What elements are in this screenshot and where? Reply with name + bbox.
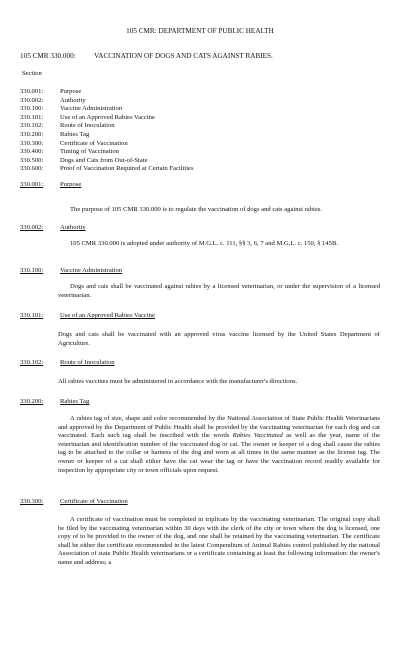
section-title: Route of Inoculation bbox=[60, 359, 115, 366]
section-heading-purpose bbox=[20, 181, 81, 190]
toc-item-label: Dogs and Cats from Out-of-State bbox=[60, 156, 148, 164]
toc-item-label: Purpose bbox=[60, 88, 82, 95]
toc-item-label: Proof of Vaccination Required at Certain Facilities bbox=[60, 165, 194, 173]
toc-item-number: 330.002: bbox=[20, 96, 44, 104]
toc-item bbox=[20, 105, 194, 114]
rabies-tag-paragraph bbox=[58, 415, 380, 475]
toc-item-label: Vaccine Administration bbox=[60, 105, 123, 113]
section-title: Use of an Approved Rabies Vaccine bbox=[60, 312, 155, 319]
toc-item-number: 330.300: bbox=[20, 139, 44, 147]
route-of-inoculation-paragraph: All rabies vaccines must be administered in accordance with the manufacturer's directions. bbox=[58, 378, 298, 385]
toc-item bbox=[20, 157, 194, 166]
section-number: 330.100: bbox=[20, 267, 44, 274]
section-title: Vaccine Administration bbox=[60, 267, 123, 274]
regulation-title-text: VACCINATION OF DOGS AND CATS AGAINST RABIES. bbox=[94, 52, 273, 60]
section-heading-vaccine-administration bbox=[20, 267, 122, 276]
toc-item-label: Use of an Approved Rabies Vaccine bbox=[60, 113, 155, 121]
toc-item bbox=[20, 140, 194, 149]
certificate-paragraph: A certificate of vaccination must be completed in triplicate by the vaccinating veterinarian. The original copy shall be filed by the vaccinating veterinarian within 30 days with the clerk of the city or town where the dog is licensed, one copy of to be provided to the owner of the dog, and one shall be retained by the vaccinating veterinarian. The certificate shall be either the certificate recommended in the latest Compendium of Animal Rabies control published by the national Association of state Public Health veterinarians or a certificate containing at least the following information: the owner's name and address; a bbox=[58, 516, 380, 566]
authority-paragraph: 105 CMR 330.000 is adopted under authority of M.G.L. c. 111, §§ 3, 6, 7 and M.G.L. c. 150, § 145B. bbox=[70, 240, 338, 247]
rabies-tag-text-part-2: as well as the year, name of the veterinarian and identification number of the vaccinated dog or cat. The owner or keeper of a dog shall cause the rabies tag to be attached to the collar or harness of the dog and worn at all times in the same manner as the license tag. The owner or keeper of a cat shall either have the cat wear the tag or have the vaccination record readily available for inspection by appropriate city or town officials upon request. bbox=[58, 432, 380, 474]
toc-item-number: 330.001: bbox=[20, 88, 44, 95]
section-heading-authority bbox=[20, 224, 86, 233]
toc-item bbox=[20, 165, 194, 174]
toc-item-label: Authority bbox=[60, 96, 86, 104]
toc-item-label: Route of Inoculation bbox=[60, 122, 115, 130]
toc-item bbox=[20, 97, 194, 106]
rabies-tag-inscription: Rabies Vaccinated bbox=[232, 432, 283, 440]
toc-item-number: 330.200: bbox=[20, 130, 44, 138]
section-title: Rabies Tag bbox=[60, 398, 90, 405]
toc-item-number: 330.101: bbox=[20, 113, 44, 121]
section-heading-certificate bbox=[20, 498, 128, 507]
section-title: Purpose bbox=[60, 181, 82, 188]
section-number: 330.101: bbox=[20, 312, 44, 319]
toc-item bbox=[20, 131, 194, 140]
section-number: 330.001: bbox=[20, 181, 44, 188]
toc-item-number: 330.400: bbox=[20, 148, 44, 156]
section-heading-route-of-inoculation bbox=[20, 359, 115, 368]
section-title: Certificate of Vaccination bbox=[60, 498, 128, 505]
toc-item-number: 330.600: bbox=[20, 165, 44, 173]
page-header: 105 CMR: DEPARTMENT OF PUBLIC HEALTH bbox=[126, 27, 274, 35]
section-number: 330.200: bbox=[20, 398, 44, 405]
purpose-paragraph: The purpose of 105 CMR 330.000 is to regulate the vaccination of dogs and cats against rabies. bbox=[70, 206, 322, 213]
approved-vaccine-paragraph: Dogs and cats shall be vaccinated with an approved virus vaccine licensed by the United States Department of Agriculture. bbox=[58, 331, 380, 347]
table-of-contents bbox=[20, 88, 194, 174]
section-number: 330.002: bbox=[20, 224, 44, 231]
toc-item-number: 330.102: bbox=[20, 122, 44, 130]
regulation-code: 105 CMR 330.000: bbox=[20, 52, 76, 60]
section-title: Authority bbox=[60, 224, 86, 231]
section-number: 330.102: bbox=[20, 359, 44, 366]
section-number: 330.300: bbox=[20, 498, 44, 505]
section-heading-rabies-tag bbox=[20, 398, 89, 407]
toc-item-number: 330.100: bbox=[20, 105, 44, 113]
toc-item-label: Rabies Tag bbox=[60, 130, 90, 138]
toc-item-label: Timing of Vaccination bbox=[60, 148, 119, 156]
toc-item bbox=[20, 114, 194, 123]
vaccine-administration-paragraph: Dogs and cats shall be vaccinated against rabies by a licensed veterinarian, or under the supervision of a licensed veterinarian. bbox=[58, 283, 380, 299]
toc-item-label: Certificate of Vaccination bbox=[60, 139, 128, 147]
regulation-title bbox=[20, 52, 273, 61]
section-heading-approved-vaccine bbox=[20, 312, 155, 321]
toc-item-number: 330.500: bbox=[20, 156, 44, 164]
toc-item bbox=[20, 122, 194, 131]
section-label: Section bbox=[22, 70, 42, 77]
toc-item bbox=[20, 88, 194, 97]
toc-item bbox=[20, 148, 194, 157]
rabies-tag-text-part-1: A rabies tag of size, shape and color recommended by the National Association of State Public Health Veterinarians and approved by the Department of Public Health shall be provided by the vaccinating veterinarian for each dog and cat vaccinated. Each such tag shall be inscribed with the words bbox=[58, 415, 380, 440]
